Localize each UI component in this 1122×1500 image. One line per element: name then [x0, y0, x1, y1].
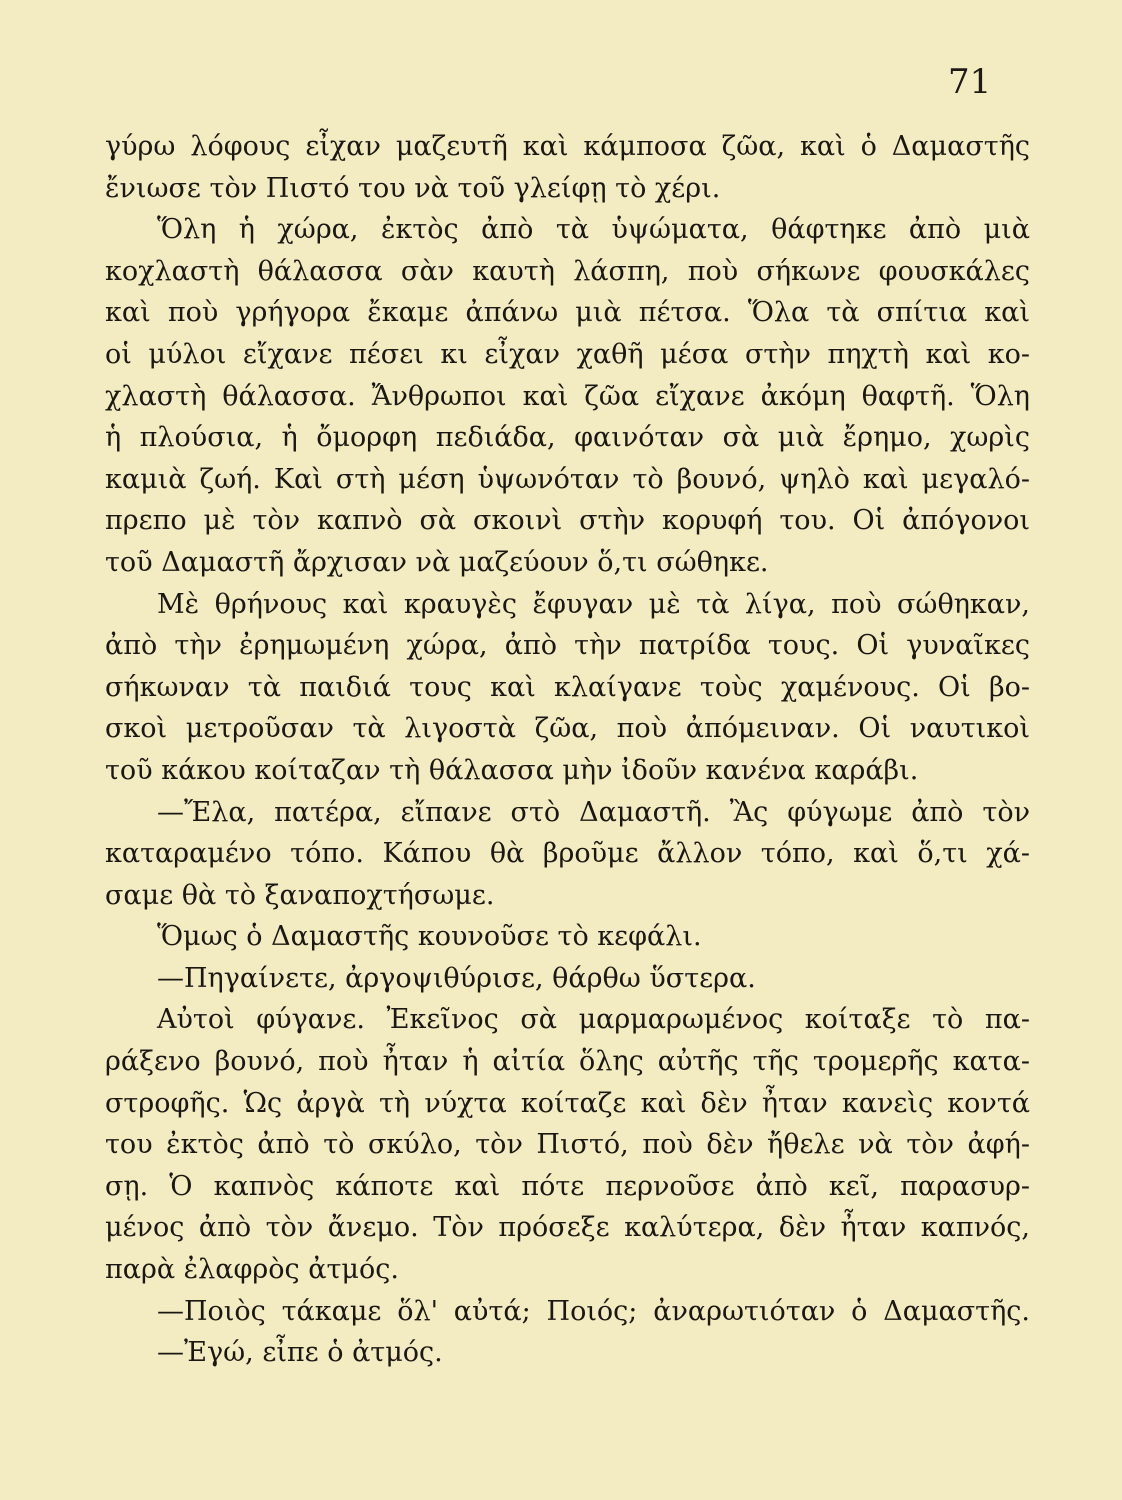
- text-line: χλαστὴ θάλασσα. Ἄνθρωποι καὶ ζῶα εἴχανε ἀκόμη θαφτῆ. Ὅλη: [105, 380, 1030, 412]
- text-line: —Ποιὸς τάκαμε ὅλ' αὐτά; Ποιός; ἀναρωτιόταν ὁ Δαμαστῆς.: [157, 1295, 1030, 1327]
- text-line: καμιὰ ζωή. Καὶ στὴ μέση ὑψωνόταν τὸ βουνό, ψηλὸ καὶ μεγαλό-: [105, 463, 1030, 495]
- text-line: σαμε θὰ τὸ ξαναποχτήσωμε.: [105, 879, 495, 911]
- text-line: του ἐκτὸς ἀπὸ τὸ σκύλο, τὸν Πιστό, ποὺ δὲν ἤθελε νὰ τὸν ἀφή-: [105, 1129, 1030, 1161]
- text-line: κοχλαστὴ θάλασσα σὰν καυτὴ λάσπη, ποὺ σήκωνε φουσκάλες: [105, 255, 1030, 287]
- text-line: τοῦ Δαμαστῆ ἄρχισαν νὰ μαζεύουν ὅ,τι σώθηκε.: [105, 546, 769, 578]
- text-line: σκοὶ μετροῦσαν τὰ λιγοστὰ ζῶα, ποὺ ἀπόμειναν. Οἱ ναυτικοὶ: [105, 713, 1030, 745]
- text-line: οἱ μύλοι εἴχανε πέσει κι εἶχαν χαθῆ μέσα στὴν πηχτὴ καὶ κο-: [105, 338, 1030, 370]
- text-line: σήκωναν τὰ παιδιά τους καὶ κλαίγανε τοὺς χαμένους. Οἱ βο-: [105, 671, 1030, 703]
- text-line: ἡ πλούσια, ἡ ὄμορφη πεδιάδα, φαινόταν σὰ μιὰ ἔρημο, χωρὶς: [105, 422, 1030, 454]
- text-line: παρὰ ἐλαφρὸς ἀτμός.: [105, 1254, 399, 1286]
- text-line: ἔνιωσε τὸν Πιστό του νὰ τοῦ γλείφῃ τὸ χέρι.: [105, 172, 721, 204]
- text-line: Ὅμως ὁ Δαμαστῆς κουνοῦσε τὸ κεφάλι.: [157, 921, 702, 953]
- text-line: γύρω λόφους εἶχαν μαζευτῆ καὶ κάμποσα ζῶα, καὶ ὁ Δαμαστῆς: [105, 131, 1030, 162]
- text-line: μένος ἀπὸ τὸν ἄνεμο. Τὸν πρόσεξε καλύτερα, δὲν ἦταν καπνός,: [105, 1212, 1030, 1244]
- page-number: 71: [948, 62, 992, 102]
- text-line: Αὐτοὶ φύγανε. Ἐκεῖνος σὰ μαρμαρωμένος κοίταξε τὸ πα-: [157, 1004, 1030, 1036]
- text-line: καὶ ποὺ γρήγορα ἔκαμε ἀπάνω μιὰ πέτσα. Ὅλα τὰ σπίτια καὶ: [105, 297, 1030, 329]
- text-line: ράξενο βουνό, ποὺ ἦταν ἡ αἰτία ὅλης αὐτῆς τῆς τρομερῆς κατα-: [105, 1046, 1030, 1078]
- text-line: Μὲ θρήνους καὶ κραυγὲς ἔφυγαν μὲ τὰ λίγα, ποὺ σώθηκαν,: [157, 588, 1030, 620]
- text-line: —Πηγαίνετε, ἀργοψιθύρισε, θάρθω ὕστερα.: [157, 962, 756, 994]
- text-line: στροφῆς. Ὡς ἀργὰ τὴ νύχτα κοίταζε καὶ δὲν ἦταν κανεὶς κοντά: [105, 1087, 1030, 1119]
- text-line: τοῦ κάκου κοίταζαν τὴ θάλασσα μὴν ἰδοῦν κανένα καράβι.: [105, 754, 919, 786]
- text-line: σῃ. Ὁ καπνὸς κάποτε καὶ πότε περνοῦσε ἀπὸ κεῖ, παρασυρ-: [105, 1170, 1030, 1202]
- text-line: Ὅλη ἡ χώρα, ἐκτὸς ἀπὸ τὰ ὑψώματα, θάφτηκε ἀπὸ μιὰ: [157, 214, 1030, 246]
- body-text: [105, 126, 1030, 1374]
- text-line: πρεπο μὲ τὸν καπνὸ σὰ σκοινὶ στὴν κορυφή του. Οἱ ἀπόγονοι: [105, 505, 1030, 537]
- text-line: —Ἔλα, πατέρα, εἴπανε στὸ Δαμαστῆ. Ἂς φύγωμε ἀπὸ τὸν: [157, 796, 1030, 828]
- text-line: —Ἐγώ, εἶπε ὁ ἀτμός.: [157, 1337, 443, 1369]
- text-line: ἀπὸ τὴν ἐρημωμένη χώρα, ἀπὸ τὴν πατρίδα τους. Οἱ γυναῖκες: [105, 630, 1030, 662]
- text-line: καταραμένο τόπο. Κάπου θὰ βροῦμε ἄλλον τόπο, καὶ ὅ,τι χά-: [105, 838, 1030, 870]
